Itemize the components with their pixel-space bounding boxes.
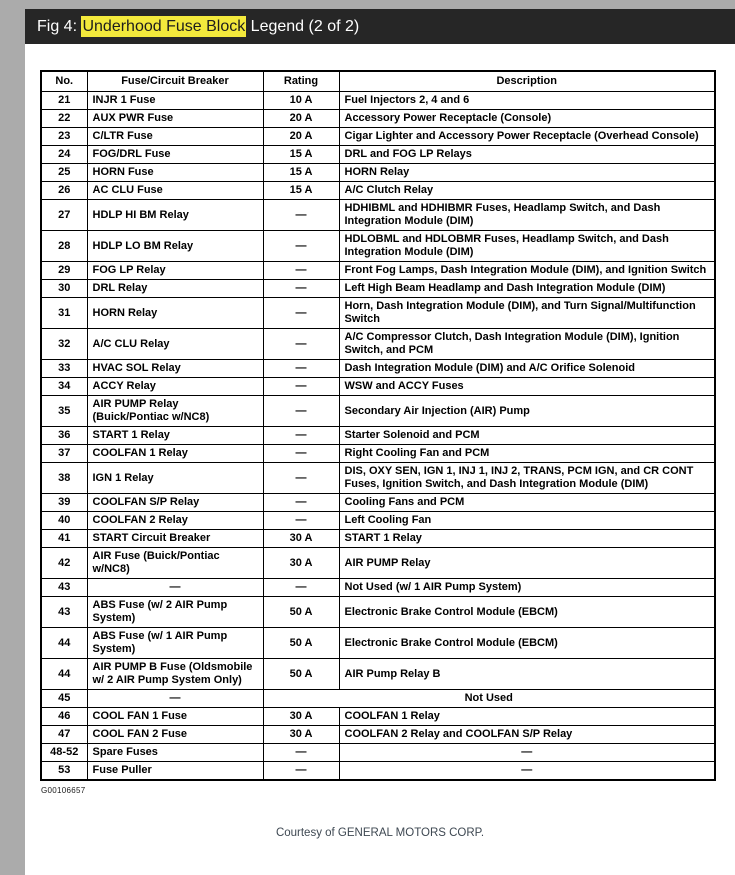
cell-number: 45 [41, 690, 87, 708]
table-row [41, 726, 715, 744]
cell-description: — [339, 762, 715, 781]
table-row [41, 445, 715, 463]
cell-fuse-name: — [87, 690, 263, 708]
cell-rating: — [263, 512, 339, 530]
cell-number: 32 [41, 329, 87, 360]
table-row [41, 628, 715, 659]
cell-fuse-name: HDLP HI BM Relay [87, 200, 263, 231]
cell-description: AIR PUMP Relay [339, 548, 715, 579]
table-row [41, 579, 715, 597]
column-header-description: Description [339, 71, 715, 92]
cell-number: 40 [41, 512, 87, 530]
table-row [41, 597, 715, 628]
cell-description: Not Used [263, 690, 715, 708]
figure-title-highlight: Underhood Fuse Block [82, 18, 246, 35]
cell-description: Electronic Brake Control Module (EBCM) [339, 628, 715, 659]
cell-fuse-name: IGN 1 Relay [87, 463, 263, 494]
cell-description: COOLFAN 2 Relay and COOLFAN S/P Relay [339, 726, 715, 744]
cell-rating: 30 A [263, 530, 339, 548]
cell-rating: 30 A [263, 708, 339, 726]
cell-number: 23 [41, 128, 87, 146]
cell-fuse-name: COOLFAN 1 Relay [87, 445, 263, 463]
cell-description: Front Fog Lamps, Dash Integration Module (DIM), and Ignition Switch [339, 262, 715, 280]
figure-title-prefix: Fig 4: [37, 18, 82, 35]
cell-rating: — [263, 298, 339, 329]
cell-rating: 30 A [263, 726, 339, 744]
cell-number: 53 [41, 762, 87, 781]
cell-number: 43 [41, 597, 87, 628]
cell-number: 21 [41, 92, 87, 110]
cell-rating: — [263, 329, 339, 360]
cell-rating: — [263, 231, 339, 262]
cell-number: 39 [41, 494, 87, 512]
cell-rating: 10 A [263, 92, 339, 110]
cell-description: WSW and ACCY Fuses [339, 378, 715, 396]
cell-number: 43 [41, 579, 87, 597]
cell-description: A/C Compressor Clutch, Dash Integration Module (DIM), Ignition Switch, and PCM [339, 329, 715, 360]
cell-description: Left Cooling Fan [339, 512, 715, 530]
figure-title-bar [25, 9, 735, 44]
column-header-rating: Rating [263, 71, 339, 92]
cell-rating: — [263, 280, 339, 298]
cell-fuse-name: HORN Relay [87, 298, 263, 329]
cell-fuse-name: HVAC SOL Relay [87, 360, 263, 378]
cell-description: Dash Integration Module (DIM) and A/C Orifice Solenoid [339, 360, 715, 378]
cell-number: 37 [41, 445, 87, 463]
table-row [41, 110, 715, 128]
cell-fuse-name: C/LTR Fuse [87, 128, 263, 146]
cell-description: — [339, 744, 715, 762]
cell-fuse-name: COOLFAN S/P Relay [87, 494, 263, 512]
cell-number: 48-52 [41, 744, 87, 762]
cell-description: A/C Clutch Relay [339, 182, 715, 200]
cell-rating: — [263, 762, 339, 781]
column-header-no: No. [41, 71, 87, 92]
cell-description: HDHIBML and HDHIBMR Fuses, Headlamp Switch, and Dash Integration Module (DIM) [339, 200, 715, 231]
cell-fuse-name: ACCY Relay [87, 378, 263, 396]
cell-number: 35 [41, 396, 87, 427]
table-row [41, 494, 715, 512]
cell-number: 22 [41, 110, 87, 128]
cell-rating: — [263, 744, 339, 762]
cell-fuse-name: AIR PUMP Relay (Buick/Pontiac w/NC8) [87, 396, 263, 427]
cell-description: Right Cooling Fan and PCM [339, 445, 715, 463]
cell-description: START 1 Relay [339, 530, 715, 548]
cell-description: Secondary Air Injection (AIR) Pump [339, 396, 715, 427]
cell-number: 33 [41, 360, 87, 378]
cell-number: 24 [41, 146, 87, 164]
cell-description: Accessory Power Receptacle (Console) [339, 110, 715, 128]
cell-number: 46 [41, 708, 87, 726]
table-row [41, 512, 715, 530]
cell-fuse-name: AIR Fuse (Buick/Pontiac w/NC8) [87, 548, 263, 579]
cell-rating: 50 A [263, 597, 339, 628]
cell-fuse-name: START Circuit Breaker [87, 530, 263, 548]
cell-description: Horn, Dash Integration Module (DIM), and Turn Signal/Multifunction Switch [339, 298, 715, 329]
cell-rating: — [263, 494, 339, 512]
cell-rating: — [263, 378, 339, 396]
cell-fuse-name: AC CLU Fuse [87, 182, 263, 200]
cell-rating: — [263, 463, 339, 494]
cell-fuse-name: ABS Fuse (w/ 2 AIR Pump System) [87, 597, 263, 628]
cell-description: Starter Solenoid and PCM [339, 427, 715, 445]
cell-rating: 50 A [263, 659, 339, 690]
figure-id-label: G00106657 [41, 786, 86, 795]
cell-fuse-name: COOL FAN 1 Fuse [87, 708, 263, 726]
table-row [41, 427, 715, 445]
cell-fuse-name: COOLFAN 2 Relay [87, 512, 263, 530]
cell-rating: — [263, 262, 339, 280]
cell-description: Cigar Lighter and Accessory Power Receptacle (Overhead Console) [339, 128, 715, 146]
cell-description: DIS, OXY SEN, IGN 1, INJ 1, INJ 2, TRANS, PCM IGN, and CR CONT Fuses, Ignition Switch, and Dash Integration Module (DIM) [339, 463, 715, 494]
table-row [41, 92, 715, 110]
cell-number: 34 [41, 378, 87, 396]
cell-description: Not Used (w/ 1 AIR Pump System) [339, 579, 715, 597]
cell-rating: 20 A [263, 110, 339, 128]
cell-number: 36 [41, 427, 87, 445]
cell-description: DRL and FOG LP Relays [339, 146, 715, 164]
table-row [41, 762, 715, 781]
cell-rating: 20 A [263, 128, 339, 146]
cell-fuse-name: Spare Fuses [87, 744, 263, 762]
table-row [41, 298, 715, 329]
table-row [41, 659, 715, 690]
table-row [41, 200, 715, 231]
cell-number: 44 [41, 659, 87, 690]
table-header-row [41, 71, 715, 92]
cell-fuse-name: — [87, 579, 263, 597]
cell-rating: — [263, 445, 339, 463]
table-row [41, 128, 715, 146]
cell-rating: — [263, 579, 339, 597]
table-row [41, 182, 715, 200]
table-row [41, 708, 715, 726]
cell-fuse-name: FOG/DRL Fuse [87, 146, 263, 164]
cell-fuse-name: DRL Relay [87, 280, 263, 298]
cell-number: 30 [41, 280, 87, 298]
cell-description: Cooling Fans and PCM [339, 494, 715, 512]
column-header-fuse: Fuse/Circuit Breaker [87, 71, 263, 92]
cell-rating: 15 A [263, 182, 339, 200]
cell-fuse-name: FOG LP Relay [87, 262, 263, 280]
cell-description: Electronic Brake Control Module (EBCM) [339, 597, 715, 628]
cell-rating: 30 A [263, 548, 339, 579]
cell-number: 42 [41, 548, 87, 579]
cell-number: 41 [41, 530, 87, 548]
cell-description: HDLOBML and HDLOBMR Fuses, Headlamp Switch, and Dash Integration Module (DIM) [339, 231, 715, 262]
table-row [41, 463, 715, 494]
cell-number: 29 [41, 262, 87, 280]
cell-description: COOLFAN 1 Relay [339, 708, 715, 726]
table-row [41, 280, 715, 298]
cell-fuse-name: Fuse Puller [87, 762, 263, 781]
cell-number: 25 [41, 164, 87, 182]
cell-number: 38 [41, 463, 87, 494]
cell-number: 28 [41, 231, 87, 262]
table-row [41, 548, 715, 579]
cell-number: 26 [41, 182, 87, 200]
cell-fuse-name: INJR 1 Fuse [87, 92, 263, 110]
table-row [41, 690, 715, 708]
table-row [41, 262, 715, 280]
cell-description: Left High Beam Headlamp and Dash Integration Module (DIM) [339, 280, 715, 298]
table-row [41, 164, 715, 182]
cell-fuse-name: START 1 Relay [87, 427, 263, 445]
cell-number: 44 [41, 628, 87, 659]
cell-fuse-name: HORN Fuse [87, 164, 263, 182]
cell-fuse-name: A/C CLU Relay [87, 329, 263, 360]
cell-number: 27 [41, 200, 87, 231]
cell-description: AIR Pump Relay B [339, 659, 715, 690]
cell-fuse-name: COOL FAN 2 Fuse [87, 726, 263, 744]
cell-description: HORN Relay [339, 164, 715, 182]
table-row [41, 146, 715, 164]
courtesy-note: Courtesy of GENERAL MOTORS CORP. [275, 827, 485, 839]
table-row [41, 378, 715, 396]
cell-fuse-name: AIR PUMP B Fuse (Oldsmobile w/ 2 AIR Pump System Only) [87, 659, 263, 690]
cell-rating: 50 A [263, 628, 339, 659]
figure-title-suffix: Legend (2 of 2) [246, 18, 360, 35]
cell-fuse-name: AUX PWR Fuse [87, 110, 263, 128]
table-row [41, 329, 715, 360]
table-row [41, 744, 715, 762]
cell-rating: — [263, 200, 339, 231]
cell-rating: 15 A [263, 164, 339, 182]
cell-description: Fuel Injectors 2, 4 and 6 [339, 92, 715, 110]
table-row [41, 396, 715, 427]
cell-rating: — [263, 360, 339, 378]
cell-number: 47 [41, 726, 87, 744]
cell-rating: — [263, 396, 339, 427]
document-page [25, 9, 735, 875]
fuse-legend-table [40, 70, 716, 781]
cell-rating: — [263, 427, 339, 445]
table-row [41, 231, 715, 262]
table-row [41, 530, 715, 548]
cell-fuse-name: HDLP LO BM Relay [87, 231, 263, 262]
table-row [41, 360, 715, 378]
cell-number: 31 [41, 298, 87, 329]
cell-fuse-name: ABS Fuse (w/ 1 AIR Pump System) [87, 628, 263, 659]
cell-rating: 15 A [263, 146, 339, 164]
